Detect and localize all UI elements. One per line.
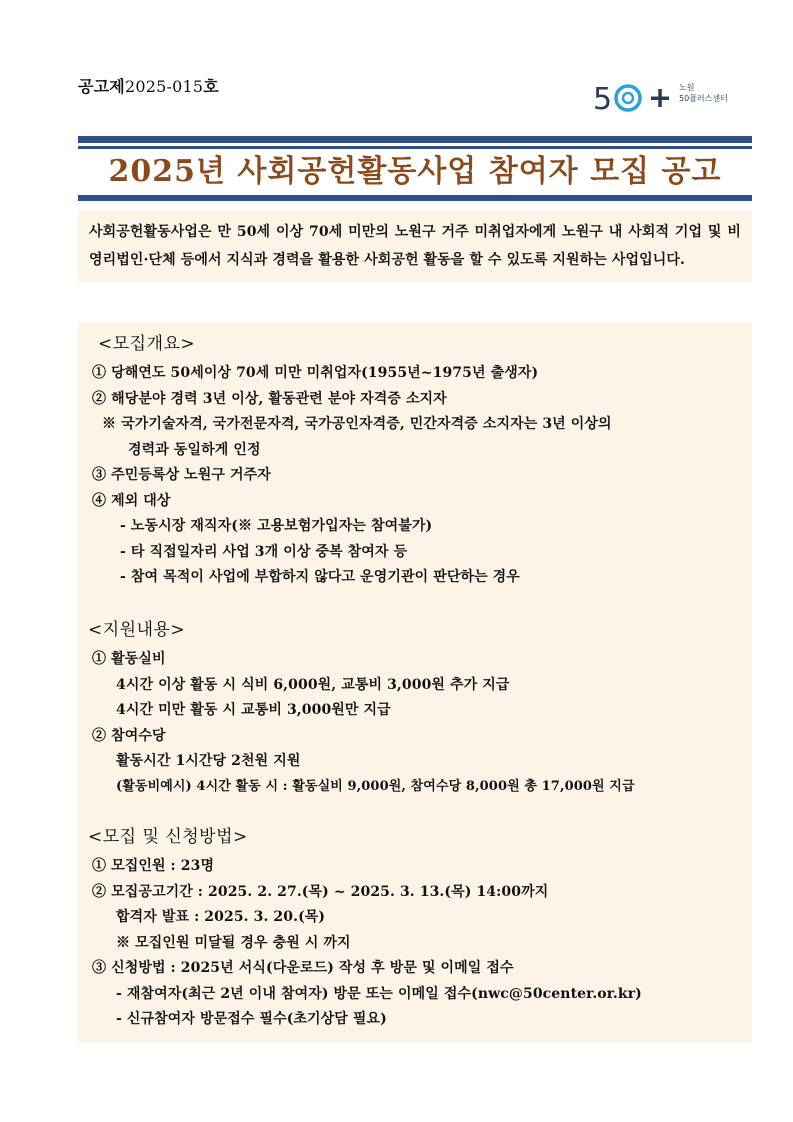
overview-item: ④ 제외 대상 [92, 493, 171, 509]
svg-text:5: 5 [593, 82, 613, 117]
overview-subitem: - 타 직접일자리 사업 3개 이상 중복 참여자 등 [120, 544, 408, 560]
overview-item: ② 해당분야 경력 3년 이상, 활동관련 분야 자격증 소지자 [92, 391, 447, 407]
logo-text [679, 82, 728, 104]
section-heading-application: <모집 및 신청방법> [88, 827, 248, 847]
support-item: ② 참여수당 [92, 728, 166, 744]
overview-item: ① 당해연도 50세이상 70세 미만 미취업자(1955년~1975년 출생자) [92, 365, 539, 381]
logo-text-line-2: 50플러스센터 [679, 94, 728, 103]
title-band [78, 136, 752, 201]
intro-box: 사회공헌활동사업은 만 50세 이상 70세 미만의 노원구 거주 미취업자에게 노원구 내 사회적 기업 및 비영리법인·단체 등에서 지식과 경력을 활용한 사회공헌 활동을 할 수 있도록 지원하는 사업입니다. [78, 210, 752, 282]
support-detail: 4시간 미만 활동 시 교통비 3,000원만 지급 [116, 702, 391, 718]
support-detail: 4시간 이상 활동 시 식비 6,000원, 교통비 3,000원 추가 지급 [116, 677, 510, 693]
notice-number-value: 2025-015 [124, 77, 204, 96]
section-heading-support: <지원내용> [88, 620, 186, 640]
application-item: ② 모집공고기간 : 2025. 2. 27.(목) ~ 2025. 3. 13.(목) 14:00까지 [92, 884, 549, 900]
application-subitem: - 재참여자(최근 2년 이내 참여자) 방문 또는 이메일 접수(nwc@50center.or.kr) [116, 986, 642, 1002]
application-note: ※ 모집인원 미달될 경우 충원 시 까지 [116, 935, 351, 951]
overview-item: ③ 주민등록상 노원구 거주자 [92, 467, 271, 483]
overview-subitem: - 노동시장 재직자(※ 고용보험가입자는 참여불가) [120, 518, 433, 534]
title-top-bar [78, 136, 752, 143]
application-item: ① 모집인원 : 23명 [92, 858, 215, 874]
page-title: 2025년 사회공헌활동사업 참여자 모집 공고 [108, 154, 722, 189]
logo [593, 76, 743, 120]
support-detail: 활동시간 1시간당 2천원 지원 [116, 753, 301, 769]
logo-mark-icon [593, 76, 675, 120]
support-example: (활동비예시) 4시간 활동 시 : 활동실비 9,000원, 참여수당 8,000원 총 17,000원 지급 [116, 779, 635, 794]
logo-text-line-1: 노원 [679, 83, 695, 92]
notice-prefix: 공고제 [78, 77, 125, 96]
notice-suffix: 호 [203, 77, 219, 96]
application-subitem: - 신규참여자 방문접수 필수(초기상담 필요) [116, 1011, 387, 1027]
support-item: ① 활동실비 [92, 651, 166, 667]
main-content-box [78, 322, 752, 1042]
overview-subitem: - 참여 목적이 사업에 부합하지 않다고 운영기관이 판단하는 경우 [120, 569, 520, 585]
notice-number [78, 74, 219, 97]
overview-note: ※ 국가기술자격, 국가전문자격, 국가공인자격증, 민간자격증 소지자는 3년 이상의 [102, 416, 612, 432]
application-detail: 합격자 발표 : 2025. 3. 20.(목) [116, 909, 326, 925]
title-bottom-bar [78, 195, 752, 201]
section-heading-overview: <모집개요> [98, 334, 196, 354]
application-item: ③ 신청방법 : 2025년 서식(다운로드) 작성 후 방문 및 이메일 접수 [92, 960, 514, 976]
overview-note: 경력과 동일하게 인정 [128, 442, 261, 458]
